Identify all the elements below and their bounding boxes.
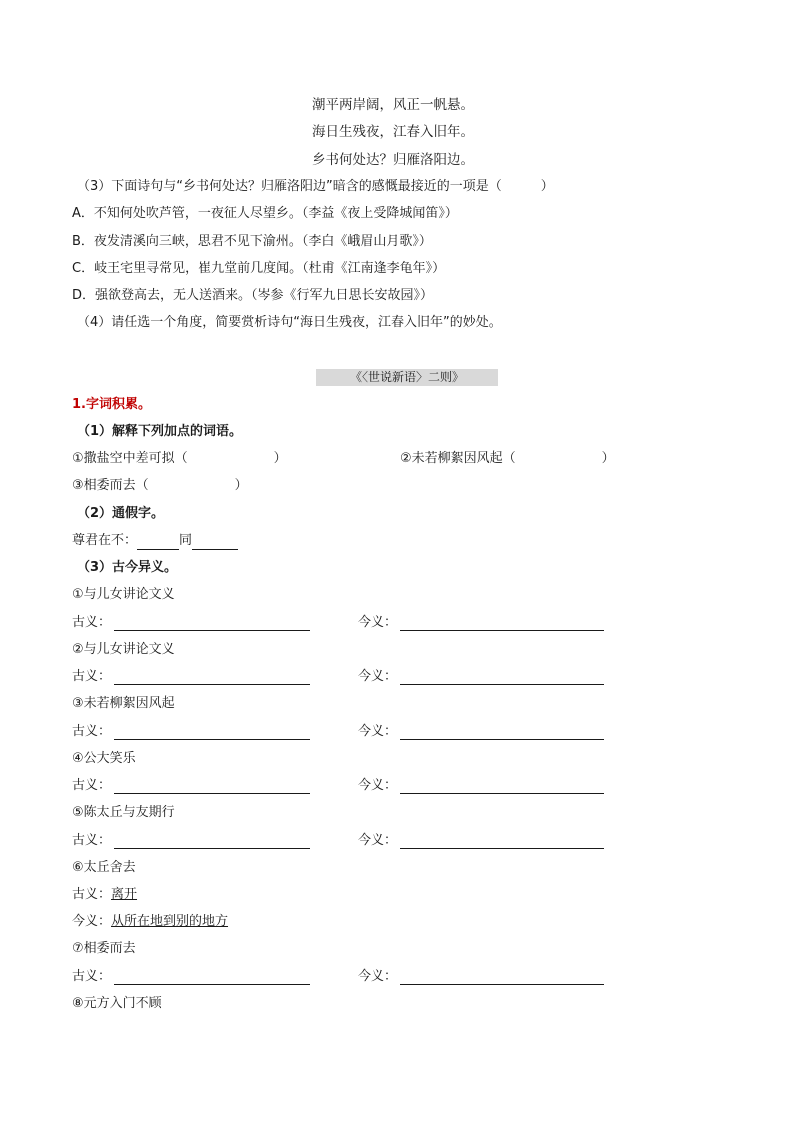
jin-blank[interactable] xyxy=(400,848,604,849)
answer-6-jin xyxy=(72,913,228,931)
answer-6-jin-value: 从所在地到别的地方 xyxy=(111,914,229,929)
jin-label: 今义： xyxy=(72,914,112,929)
gu-blank[interactable] xyxy=(114,684,310,685)
vocab-item-1-close: ） xyxy=(273,451,287,466)
sub-heading-3: （3）古今异义。 xyxy=(77,560,178,575)
tongjia-blank-1[interactable] xyxy=(137,535,179,550)
vocab-heading: 1.字词积累。 xyxy=(72,397,151,412)
tongjia-prefix: 尊君在不： xyxy=(72,533,138,548)
word-item-2: ②与儿女讲论文义 xyxy=(72,642,175,657)
gu-blank[interactable] xyxy=(114,984,310,985)
gu-blank[interactable] xyxy=(114,793,310,794)
option-d: D．强欲登高去，无人送酒来。（岑参《行军九日思长安故园》） xyxy=(72,288,434,303)
meaning-row-7 xyxy=(72,968,632,988)
word-item-3: ③未若柳絮因风起 xyxy=(72,696,175,711)
gu-blank[interactable] xyxy=(114,848,310,849)
jin-label: 今义： xyxy=(358,833,398,848)
answer-6-gu xyxy=(72,886,137,904)
tongjia-row xyxy=(72,532,238,550)
meaning-row-3 xyxy=(72,723,632,743)
poem-line-3: 乡书何处达？归雁洛阳边。 xyxy=(312,152,474,168)
jin-blank[interactable] xyxy=(400,630,604,631)
vocab-item-2-close: ） xyxy=(601,451,615,466)
word-item-6: ⑥太丘舍去 xyxy=(72,860,136,875)
meaning-row-5 xyxy=(72,832,632,852)
gu-blank[interactable] xyxy=(114,739,310,740)
word-item-7: ⑦相委而去 xyxy=(72,941,136,956)
jin-blank[interactable] xyxy=(400,684,604,685)
jin-label: 今义： xyxy=(358,669,398,684)
jin-blank[interactable] xyxy=(400,984,604,985)
option-a: A．不知何处吹芦管，一夜征人尽望乡。（李益《夜上受降城闻笛》） xyxy=(72,206,458,221)
word-item-1: ①与儿女讲论文义 xyxy=(72,587,175,602)
gu-label: 古义： xyxy=(72,778,112,793)
vocab-item-3-close: ） xyxy=(234,478,248,493)
sub-heading-1: （1）解释下列加点的词语。 xyxy=(77,424,243,439)
word-item-5: ⑤陈太丘与友期行 xyxy=(72,805,175,820)
poem-line-1: 潮平两岸阔，风正一帆悬。 xyxy=(312,97,474,113)
meaning-row-1 xyxy=(72,614,632,634)
word-item-4: ④公大笑乐 xyxy=(72,751,136,766)
meaning-row-4 xyxy=(72,777,632,797)
vocab-item-1 xyxy=(72,450,287,468)
option-c: C．岐王宅里寻常见，崔九堂前几度闻。（杜甫《江南逢李龟年》） xyxy=(72,261,446,276)
word-item-8: ⑧元方入门不顾 xyxy=(72,996,162,1011)
vocab-item-1-text: ①撒盐空中差可拟（ xyxy=(72,451,188,466)
tongjia-mid: 同 xyxy=(179,533,193,548)
jin-blank[interactable] xyxy=(400,739,604,740)
option-b: B．夜发清溪向三峡，思君不见下渝州。（李白《峨眉山月歌》） xyxy=(72,234,432,249)
question-4-stem: （4）请任选一个角度，简要赏析诗句“海日生残夜，江春入旧年”的妙处。 xyxy=(77,315,502,330)
gu-label: 古义： xyxy=(72,833,112,848)
poem-line-2: 海日生残夜，江春入旧年。 xyxy=(312,124,474,140)
question-3-stem: （3）下面诗句与“乡书何处达？归雁洛阳边”暗含的感慨最接近的一项是（ ） xyxy=(77,179,554,194)
vocab-item-2-text: ②未若柳絮因风起（ xyxy=(400,451,516,466)
jin-label: 今义： xyxy=(358,778,398,793)
vocab-item-2 xyxy=(400,450,615,468)
jin-blank[interactable] xyxy=(400,793,604,794)
jin-label: 今义： xyxy=(358,724,398,739)
gu-label: 古义： xyxy=(72,669,112,684)
jin-label: 今义： xyxy=(358,615,398,630)
gu-blank[interactable] xyxy=(114,630,310,631)
gu-label: 古义： xyxy=(72,724,112,739)
jin-label: 今义： xyxy=(358,969,398,984)
gu-label: 古义： xyxy=(72,615,112,630)
meaning-row-2 xyxy=(72,668,632,688)
section-title: 《〈世说新语〉二则》 xyxy=(316,369,498,386)
tongjia-blank-2[interactable] xyxy=(192,535,238,550)
vocab-item-3-text: ③相委而去（ xyxy=(72,478,149,493)
gu-label: 古义： xyxy=(72,969,112,984)
vocab-item-3 xyxy=(72,477,248,495)
answer-6-gu-value: 离开 xyxy=(111,887,138,902)
sub-heading-2: （2）通假字。 xyxy=(77,506,165,521)
gu-label: 古义： xyxy=(72,887,112,902)
